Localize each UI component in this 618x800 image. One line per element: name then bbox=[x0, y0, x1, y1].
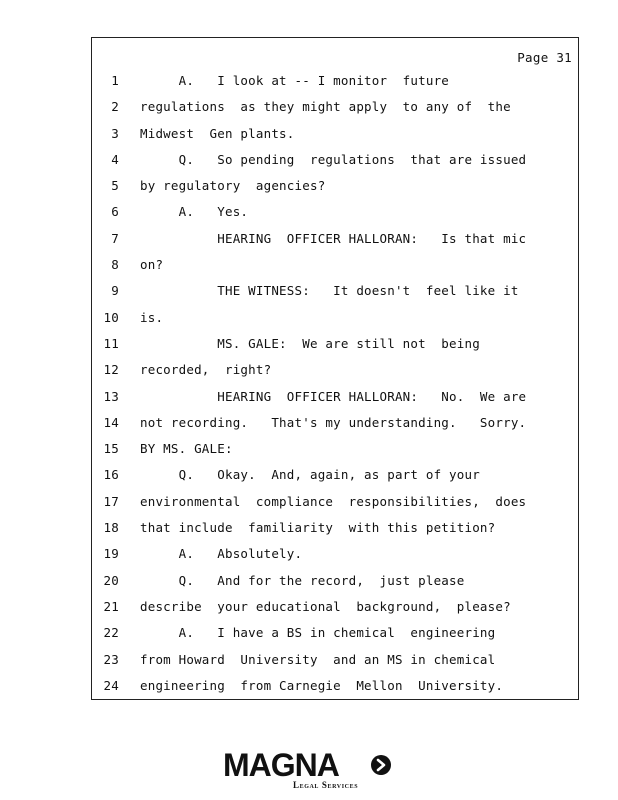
transcript-line bbox=[92, 226, 578, 252]
line-text: not recording. That's my understanding. Sorry. bbox=[140, 414, 527, 430]
transcript-line bbox=[92, 515, 578, 541]
line-text: MS. GALE: We are still not being bbox=[140, 335, 480, 351]
line-number: 4 bbox=[111, 151, 119, 167]
line-number: 24 bbox=[103, 677, 119, 693]
transcript-line bbox=[92, 94, 578, 120]
line-number: 16 bbox=[103, 467, 119, 483]
line-number: 8 bbox=[111, 257, 119, 273]
transcript-line bbox=[92, 541, 578, 567]
line-text: A. I have a BS in chemical engineering bbox=[140, 625, 496, 641]
line-number: 17 bbox=[103, 493, 119, 509]
line-number: 20 bbox=[103, 572, 119, 588]
line-number: 12 bbox=[103, 362, 119, 378]
line-number: 18 bbox=[103, 520, 119, 536]
transcript-line bbox=[92, 68, 578, 94]
line-number: 10 bbox=[103, 309, 119, 325]
line-text: recorded, right? bbox=[140, 362, 272, 378]
line-text: THE WITNESS: It doesn't feel like it bbox=[140, 283, 519, 299]
transcript-line bbox=[92, 673, 578, 699]
transcript-page bbox=[91, 37, 579, 700]
line-number: 6 bbox=[111, 204, 119, 220]
transcript-line bbox=[92, 462, 578, 488]
line-text: is. bbox=[140, 309, 164, 325]
arrow-right-circle-icon bbox=[370, 754, 392, 776]
line-number: 1 bbox=[111, 73, 119, 88]
line-text: A. Absolutely. bbox=[140, 546, 303, 562]
line-text: that include familiarity with this petition? bbox=[140, 520, 496, 536]
line-text: engineering from Carnegie Mellon University. bbox=[140, 677, 504, 693]
line-number: 14 bbox=[103, 414, 119, 430]
line-number: 13 bbox=[103, 388, 119, 404]
logo-subtitle: Legal Services bbox=[293, 780, 359, 790]
transcript-line bbox=[92, 199, 578, 225]
line-text: regulations as they might apply to any of the bbox=[140, 99, 511, 115]
line-text: BY MS. GALE: bbox=[140, 441, 233, 457]
magna-logo bbox=[223, 748, 398, 794]
line-number: 2 bbox=[111, 99, 119, 115]
line-number: 21 bbox=[103, 598, 119, 614]
line-text: from Howard University and an MS in chemical bbox=[140, 651, 496, 667]
line-number: 11 bbox=[103, 335, 119, 351]
transcript-line bbox=[92, 489, 578, 515]
transcript-line bbox=[92, 620, 578, 646]
transcript-line bbox=[92, 305, 578, 331]
transcript-line bbox=[92, 384, 578, 410]
line-text: Midwest Gen plants. bbox=[140, 125, 295, 141]
line-number: 9 bbox=[111, 283, 119, 299]
logo-wordmark: MAGNA bbox=[223, 747, 339, 783]
transcript-line bbox=[92, 410, 578, 436]
line-number: 5 bbox=[111, 178, 119, 194]
line-text: HEARING OFFICER HALLORAN: No. We are bbox=[140, 388, 527, 404]
transcript-line bbox=[92, 357, 578, 383]
line-text: HEARING OFFICER HALLORAN: Is that mic bbox=[140, 230, 527, 246]
transcript-line bbox=[92, 647, 578, 673]
transcript-line bbox=[92, 436, 578, 462]
transcript-line bbox=[92, 252, 578, 278]
line-text: Q. Okay. And, again, as part of your bbox=[140, 467, 480, 483]
line-number: 3 bbox=[111, 125, 119, 141]
line-number: 7 bbox=[111, 230, 119, 246]
line-text: describe your educational background, please? bbox=[140, 598, 511, 614]
line-number: 23 bbox=[103, 651, 119, 667]
line-text: by regulatory agencies? bbox=[140, 178, 326, 194]
transcript-line bbox=[92, 331, 578, 357]
transcript-line bbox=[92, 594, 578, 620]
line-text: on? bbox=[140, 257, 164, 273]
transcript-line bbox=[92, 147, 578, 173]
page-number: Page 31 bbox=[517, 50, 572, 65]
transcript-line bbox=[92, 568, 578, 594]
transcript-line bbox=[92, 278, 578, 304]
transcript-line bbox=[92, 173, 578, 199]
line-text: A. Yes. bbox=[140, 204, 249, 220]
line-text: environmental compliance responsibilities, does bbox=[140, 493, 527, 509]
line-number: 19 bbox=[103, 546, 119, 562]
line-text: Q. So pending regulations that are issued bbox=[140, 151, 527, 167]
transcript-line bbox=[92, 121, 578, 147]
line-number: 22 bbox=[103, 625, 119, 641]
line-text: A. I look at -- I monitor future bbox=[140, 73, 450, 88]
line-text: Q. And for the record, just please bbox=[140, 572, 465, 588]
line-number: 15 bbox=[103, 441, 119, 457]
transcript-lines bbox=[92, 68, 578, 699]
